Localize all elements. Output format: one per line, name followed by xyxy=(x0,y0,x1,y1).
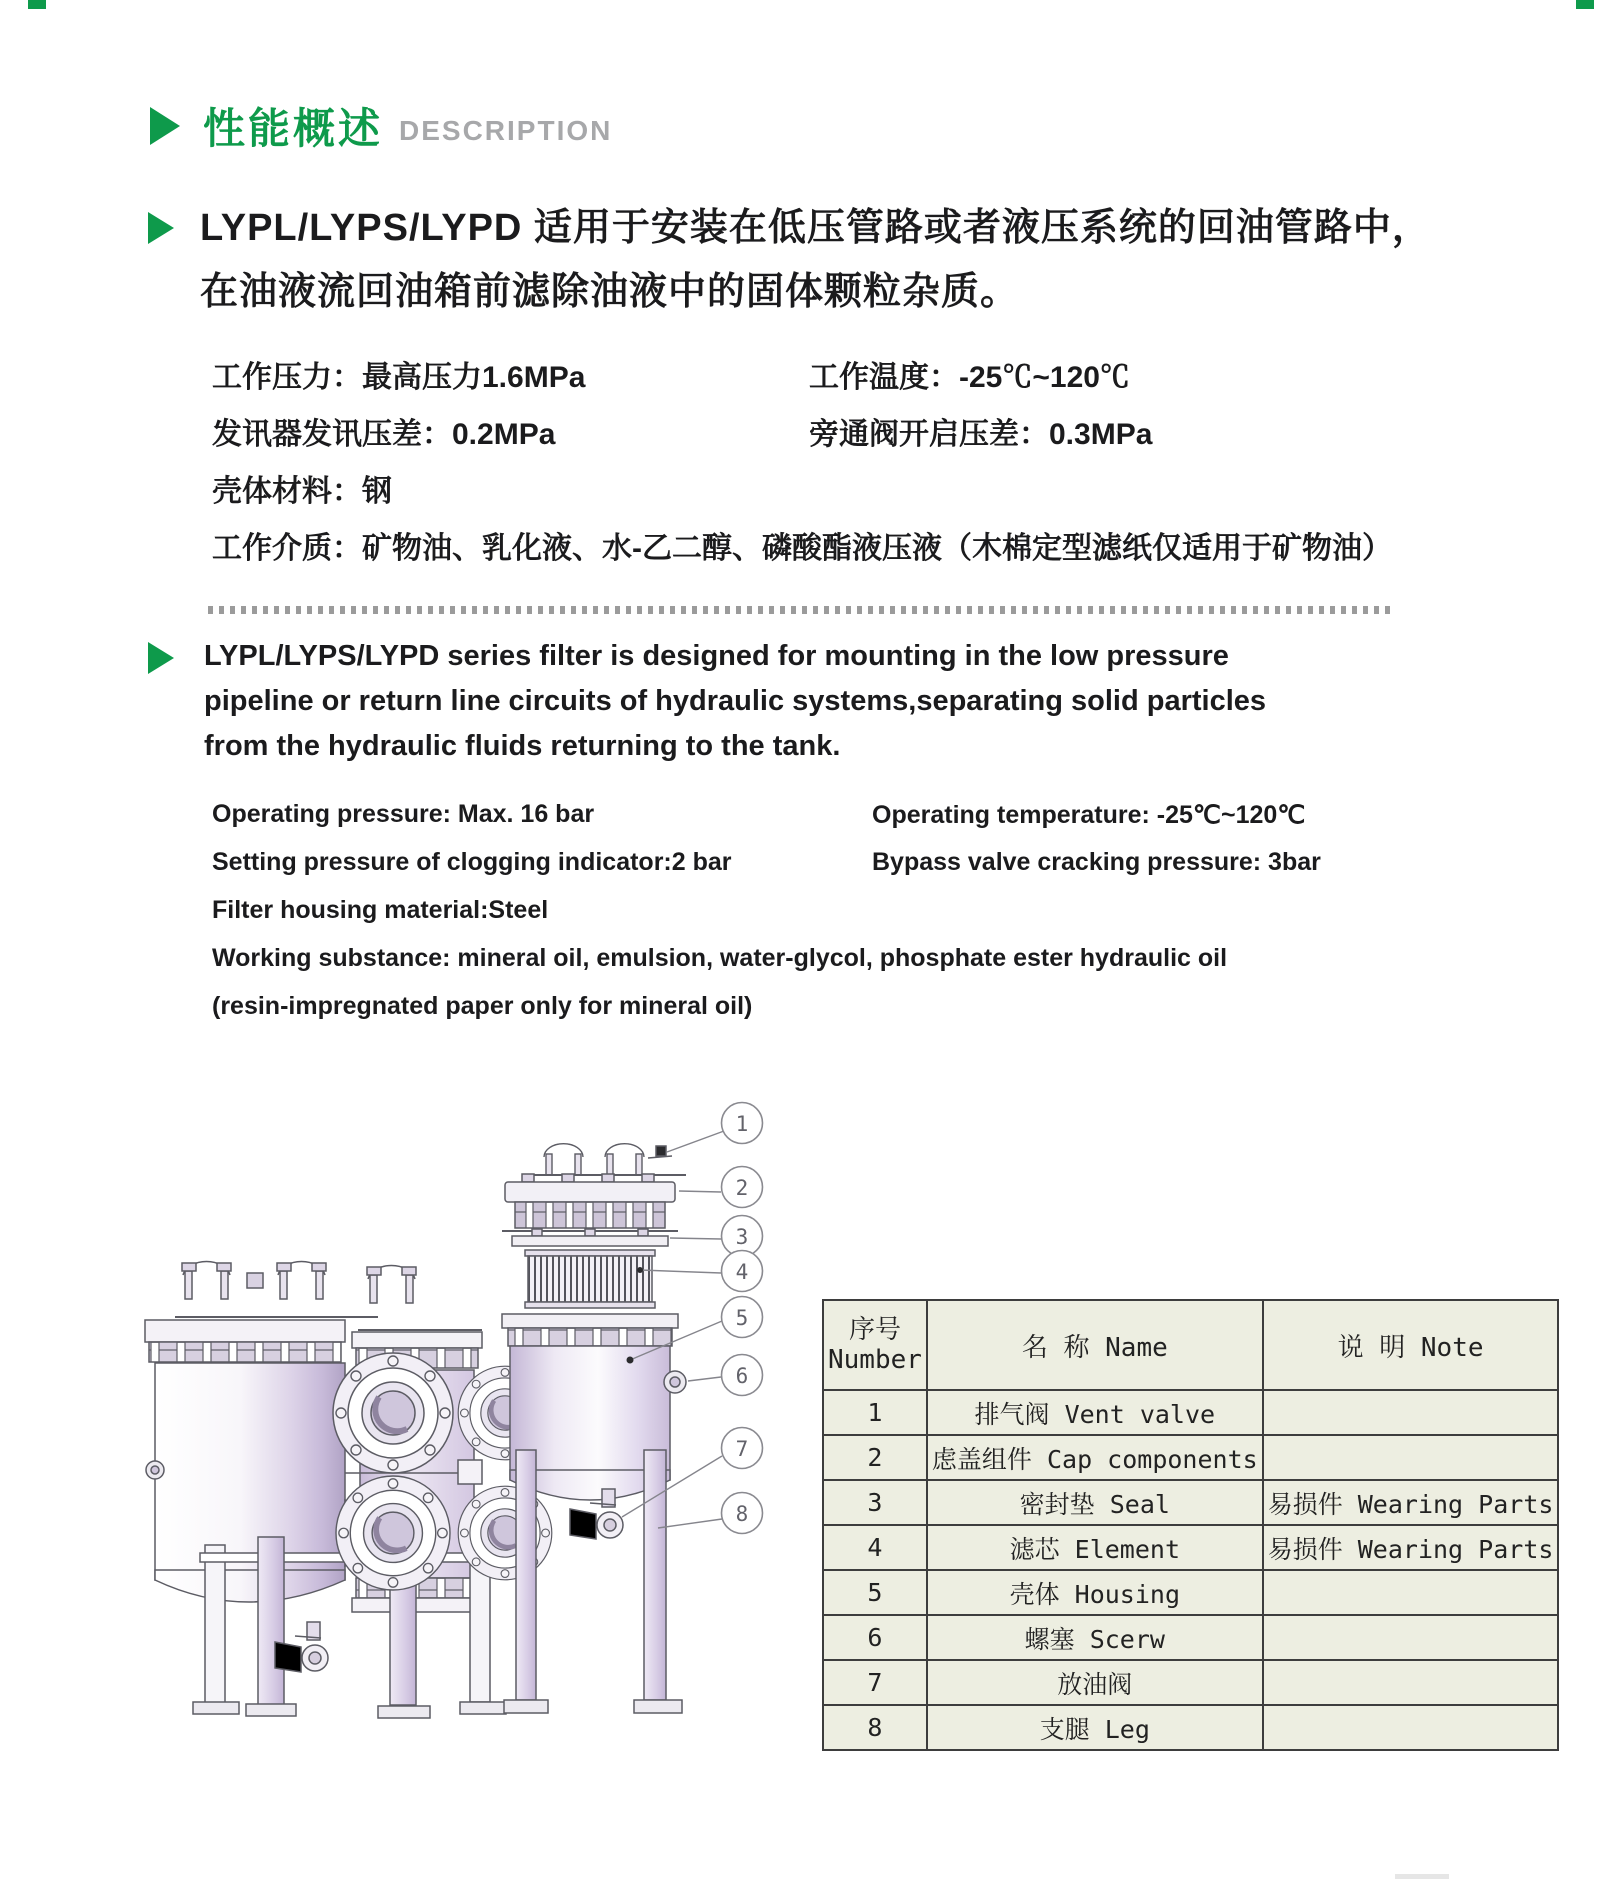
table-row xyxy=(823,1390,1558,1435)
parts-table xyxy=(822,1299,1559,1751)
spec-cn-indicator: 发讯器发讯压差：0.2MPa xyxy=(212,418,556,451)
section-title-cn: 性能概述 xyxy=(203,105,384,152)
screw-plug-icon xyxy=(664,1371,686,1393)
vent-valve-group xyxy=(530,1144,686,1175)
section-arrow-icon xyxy=(150,107,183,145)
leader-line-3 xyxy=(670,1238,721,1239)
section-header xyxy=(150,96,612,156)
spec-cn-medium: 工作介质：矿物油、乳化液、水-乙二醇、磷酸酯液压液（木棉定型滤纸仅适用于矿物油） xyxy=(212,532,1392,565)
spec-row xyxy=(212,944,1227,992)
table-row xyxy=(823,1660,1558,1705)
spec-en-medium: Working substance: mineral oil, emulsion, water-glycol, phosphate ester hydraulic oil xyxy=(212,944,1228,972)
callout-8 xyxy=(722,1493,763,1534)
handle-icon xyxy=(367,1265,416,1303)
callout-4 xyxy=(722,1251,763,1292)
section-title-en: DESCRIPTION xyxy=(399,115,613,146)
callout-number: 2 xyxy=(735,1176,749,1200)
cell-note xyxy=(1263,1660,1559,1705)
callout-7 xyxy=(722,1428,763,1469)
spec-row xyxy=(212,523,1392,580)
junction-block xyxy=(458,1460,482,1484)
cell-note: 易损件 Wearing Parts xyxy=(1263,1525,1559,1570)
spec-en-indicator: Setting pressure of clogging indicator:2 bar xyxy=(212,848,732,876)
flange-icon xyxy=(333,1353,453,1473)
col-header-note: 说 明 Note xyxy=(1263,1300,1559,1390)
leader-line-8 xyxy=(658,1519,722,1528)
spec-en-bypass: Bypass valve cracking pressure: 3bar xyxy=(872,848,1321,876)
cell-name: 滤芯 Element xyxy=(927,1525,1263,1570)
parts-table-header xyxy=(823,1300,1558,1390)
specs-en xyxy=(212,800,1321,1040)
table-row xyxy=(823,1435,1558,1480)
exploded-filter-illustration xyxy=(502,1144,686,1713)
spec-row xyxy=(212,466,1392,523)
callout-number: 1 xyxy=(735,1112,749,1136)
cell-name: 虑盖组件 Cap components xyxy=(927,1435,1263,1480)
spec-en-medium-note: (resin-impregnated paper only for mineral oil) xyxy=(212,992,753,1020)
cell-name: 放油阀 xyxy=(927,1660,1263,1705)
spec-cn-material: 壳体材料：钢 xyxy=(212,475,392,508)
spec-en-pressure: Operating pressure: Max. 16 bar xyxy=(212,800,595,828)
intro-paragraph-cn xyxy=(200,196,1431,324)
spec-cn-bypass: 旁通阀开启压差：0.3MPa xyxy=(809,418,1153,451)
leader-line-2 xyxy=(679,1191,721,1192)
spec-row xyxy=(212,800,1306,848)
cell-name: 壳体 Housing xyxy=(927,1570,1263,1615)
spec-row xyxy=(212,896,1227,944)
paragraph-arrow-icon xyxy=(148,642,177,674)
exploded-view-svg xyxy=(130,1030,780,1730)
callout-number: 6 xyxy=(735,1364,749,1388)
handle-icon xyxy=(277,1261,326,1299)
cell-number: 5 xyxy=(823,1570,927,1615)
intro-en-line2: pipeline or return line circuits of hydraulic systems,separating solid particles xyxy=(204,685,1267,717)
cell-note xyxy=(1263,1705,1559,1750)
cell-number: 1 xyxy=(823,1390,927,1435)
cell-number: 8 xyxy=(823,1705,927,1750)
cell-name: 螺塞 Scerw xyxy=(927,1615,1263,1660)
leader-line-1 xyxy=(667,1131,724,1152)
intro-cn-line1: LYPL/LYPS/LYPD 适用于安装在低压管路或者液压系统的回油管路中， xyxy=(200,207,1431,249)
cell-note: 易损件 Wearing Parts xyxy=(1263,1480,1559,1525)
paragraph-arrow-icon xyxy=(148,212,177,244)
spec-en-temperature: Operating temperature: -25℃~120℃ xyxy=(872,801,1306,829)
cell-name: 支腿 Leg xyxy=(927,1705,1263,1750)
cell-note xyxy=(1263,1615,1559,1660)
table-row xyxy=(823,1705,1558,1750)
seal-part xyxy=(512,1229,668,1246)
vent-valve-icon xyxy=(544,1144,583,1175)
callout-2 xyxy=(722,1167,763,1208)
print-mark-left xyxy=(28,0,46,9)
callout-circles xyxy=(722,1103,763,1534)
flange-icon xyxy=(458,1486,552,1580)
cell-note xyxy=(1263,1570,1559,1615)
filter-element xyxy=(525,1250,655,1308)
spec-en-material: Filter housing material:Steel xyxy=(212,896,549,924)
callout-number: 4 xyxy=(735,1260,749,1284)
spec-row xyxy=(212,352,1392,409)
flange-icon xyxy=(336,1476,450,1590)
spec-cn-pressure: 工作压力：最高压力1.6MPa xyxy=(212,361,586,394)
callout-1 xyxy=(722,1103,763,1144)
vent-valve-icon xyxy=(605,1144,644,1175)
intro-en-line3: from the hydraulic fluids returning to the tank. xyxy=(204,730,841,762)
filter-assembly-drawing xyxy=(130,1030,780,1735)
handle-icon xyxy=(182,1261,231,1299)
intro-en-line1: LYPL/LYPS/LYPD series filter is designed for mounting in the low pressure xyxy=(204,640,1229,672)
cap-components xyxy=(502,1174,678,1231)
intro-paragraph-en xyxy=(204,634,1266,769)
print-mark-right xyxy=(1576,0,1594,9)
cell-note xyxy=(1263,1390,1559,1435)
callout-6 xyxy=(722,1355,763,1396)
duplex-filter-illustration xyxy=(145,1261,552,1718)
cell-number: 7 xyxy=(823,1660,927,1705)
callout-number: 8 xyxy=(735,1502,749,1526)
cell-number: 4 xyxy=(823,1525,927,1570)
cell-number: 6 xyxy=(823,1615,927,1660)
spec-row xyxy=(212,409,1392,466)
callout-number: 3 xyxy=(735,1225,749,1249)
cell-name: 密封垫 Seal xyxy=(927,1480,1263,1525)
cell-number: 3 xyxy=(823,1480,927,1525)
table-row xyxy=(823,1570,1558,1615)
cell-name: 排气阀 Vent valve xyxy=(927,1390,1263,1435)
vent-fitting-icon xyxy=(656,1146,666,1156)
footer-artifact xyxy=(1395,1874,1449,1879)
callout-number: 5 xyxy=(735,1306,749,1330)
col-header-number xyxy=(823,1300,927,1390)
col-header-number-en: Number xyxy=(828,1345,922,1375)
table-row xyxy=(823,1615,1558,1660)
callout-5 xyxy=(722,1297,763,1338)
spec-row xyxy=(212,848,1321,896)
table-row xyxy=(823,1525,1558,1570)
dotted-divider xyxy=(208,606,1390,614)
col-header-name: 名 称 Name xyxy=(927,1300,1263,1390)
intro-cn-line2: 在油液流回油箱前滤除油液中的固体颗粒杂质。 xyxy=(200,271,1020,313)
table-row xyxy=(823,1480,1558,1525)
callout-number: 7 xyxy=(735,1437,749,1461)
cell-note xyxy=(1263,1435,1559,1480)
leader-line-6 xyxy=(688,1377,721,1381)
spec-cn-temperature: 工作温度：-25℃~120℃ xyxy=(809,361,1130,394)
col-header-number-cn: 序号 xyxy=(848,1315,901,1345)
specs-cn xyxy=(212,352,1392,580)
cell-number: 2 xyxy=(823,1435,927,1480)
